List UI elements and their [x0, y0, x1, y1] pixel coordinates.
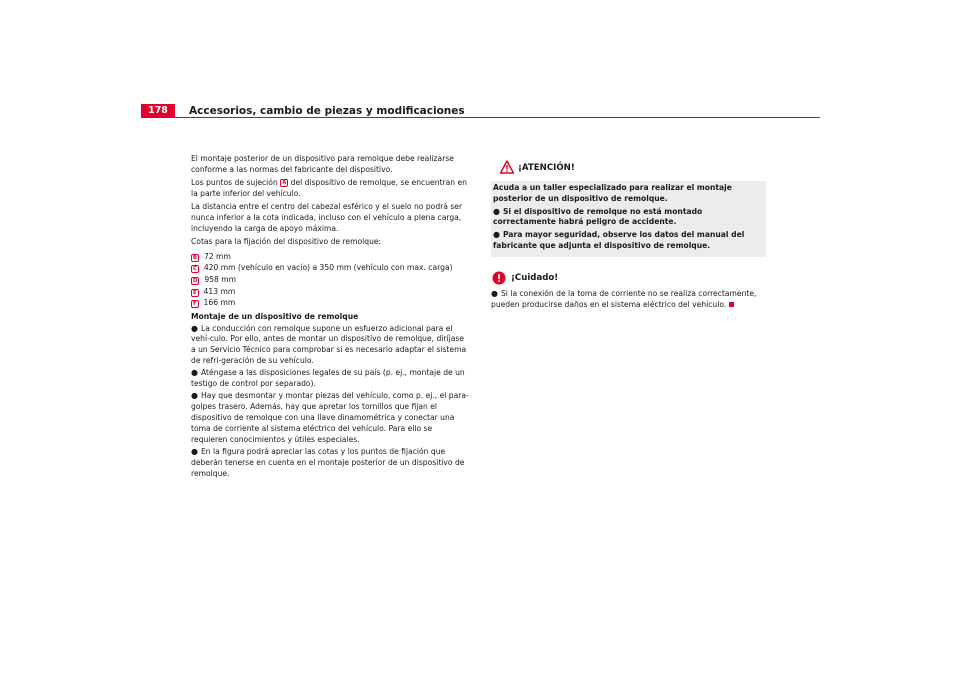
- dimension-row: [191, 262, 471, 274]
- warning-box: [491, 157, 766, 257]
- page-number: 178: [141, 104, 175, 118]
- caution-header: [491, 271, 766, 287]
- distance-paragraph: [191, 202, 471, 234]
- bullet-item: [191, 324, 471, 367]
- bullet-dot-icon: ●: [191, 391, 198, 401]
- bullet-dot-icon: ●: [191, 368, 198, 378]
- distance-text-end: la carga de apoyo máxima.: [234, 223, 339, 233]
- end-mark-icon: [729, 302, 734, 307]
- dimensions-heading: Cotas para la fijación del dispositivo de remolque:: [191, 237, 382, 247]
- bullet-text: Hay que desmontar y montar piezas del vehículo, como p. ej., el para-golpes trasero. Además, hay que apretar los tornillos que fijan el dispositivo de remolque con una llave dinamométrica y conectar una toma de corriente al sistema eléctrico del vehículo. Para ello se requieren conocimientos y útiles especiales.: [191, 391, 469, 444]
- ref-badge-b: B: [193, 254, 197, 261]
- caution-title: ¡Cuidado!: [511, 272, 559, 283]
- ref-badge-a: A: [282, 180, 287, 187]
- bullet-item: [191, 447, 471, 479]
- warning-bullet-text: Para mayor seguridad, observe los datos del manual del fabricante que adjunta el dispositivo de remolque.: [493, 230, 745, 250]
- header-divider: [141, 117, 820, 118]
- page-title: Accesorios, cambio de piezas y modificaciones: [189, 105, 465, 117]
- dimension-value: 420 mm (vehículo en vacío) a 350 mm (vehículo con max. carga): [203, 263, 453, 273]
- left-column: [191, 154, 471, 481]
- bullet-item: [191, 391, 471, 445]
- right-column: [491, 157, 766, 313]
- ref-badge-d: D: [193, 277, 198, 284]
- mounting-points-paragraph: [191, 178, 471, 200]
- ref-badge-c: C: [193, 266, 197, 273]
- ref-badge-e: E: [193, 289, 197, 296]
- warning-title: ¡ATENCIÓN!: [518, 163, 575, 173]
- warning-intro: Acuda a un taller especializado para realizar el montaje posterior de un dispositivo de remolque.: [493, 183, 732, 203]
- dimension-row: [191, 297, 471, 309]
- dimension-row: [191, 286, 471, 298]
- warning-triangle-icon: [500, 160, 514, 174]
- bullet-dot-icon: ●: [491, 288, 498, 298]
- bullet-text: La conducción con remolque supone un esfuerzo adicional para el vehí-culo. Por ello, antes de montar un dispositivo de remolque, diríjase a un Servicio Técnico para comprobar si es necesario adaptar el sistema de refri-geración de su vehículo.: [191, 323, 467, 365]
- warning-body: [491, 181, 766, 252]
- dimensions-list: [191, 251, 471, 309]
- bullet-text: Aténgase a las disposiciones legales de su país (p. ej., montaje de un testigo de control por separado).: [191, 368, 465, 389]
- bullet-dot-icon: ●: [191, 323, 198, 333]
- caution-section: [491, 271, 766, 311]
- dimension-value: 958 mm: [204, 274, 237, 284]
- dimension-row: [191, 274, 471, 286]
- bullet-dot-icon: ●: [493, 230, 500, 240]
- mounting-points-text-before: Los puntos de sujeción: [191, 178, 278, 188]
- bullet-item: [191, 368, 471, 390]
- dimension-value: 72 mm: [203, 251, 231, 261]
- warning-bullet-text: Si el dispositivo de remolque no está montado correctamente habrá peligro de accidente.: [493, 206, 703, 227]
- caution-text: [491, 289, 766, 311]
- section-heading: Montaje de un dispositivo de remolque: [191, 311, 359, 321]
- dimension-value: 413 mm: [203, 286, 236, 296]
- bullet-dot-icon: ●: [493, 206, 500, 216]
- warning-bullet: [493, 230, 764, 252]
- distance-text: La distancia entre el centro del cabezal esférico y el suelo no podrá ser nunca inferior a la cota indicada, incluso con el vehículo a plena carga, incluyendo: [191, 202, 463, 233]
- dimension-value: 166 mm: [203, 298, 236, 308]
- intro-paragraph: El montaje posterior de un dispositivo para remolque debe realizarse conforme a las normas del fabricante del dispositivo.: [191, 154, 454, 174]
- ref-badge-f: F: [193, 301, 197, 308]
- dimension-row: [191, 251, 471, 263]
- caution-text-body: Si la conexión de la toma de corriente no se realiza correctamente, pueden producirse daños en el sistema eléctrico del vehículo.: [491, 288, 757, 309]
- warning-header: [491, 157, 766, 181]
- bullet-text: En la figura podrá apreciar las cotas y los puntos de fijación que deberán tenerse en cuenta en el montaje posterior de un dispositivo de remolque.: [191, 447, 465, 478]
- mounting-points-text-after: del dispositivo de remolque, se encuentran en la parte inferior del vehículo.: [191, 178, 467, 198]
- warning-bullet: [493, 207, 764, 229]
- caution-circle-icon: [492, 271, 506, 285]
- bullet-dot-icon: ●: [191, 447, 198, 457]
